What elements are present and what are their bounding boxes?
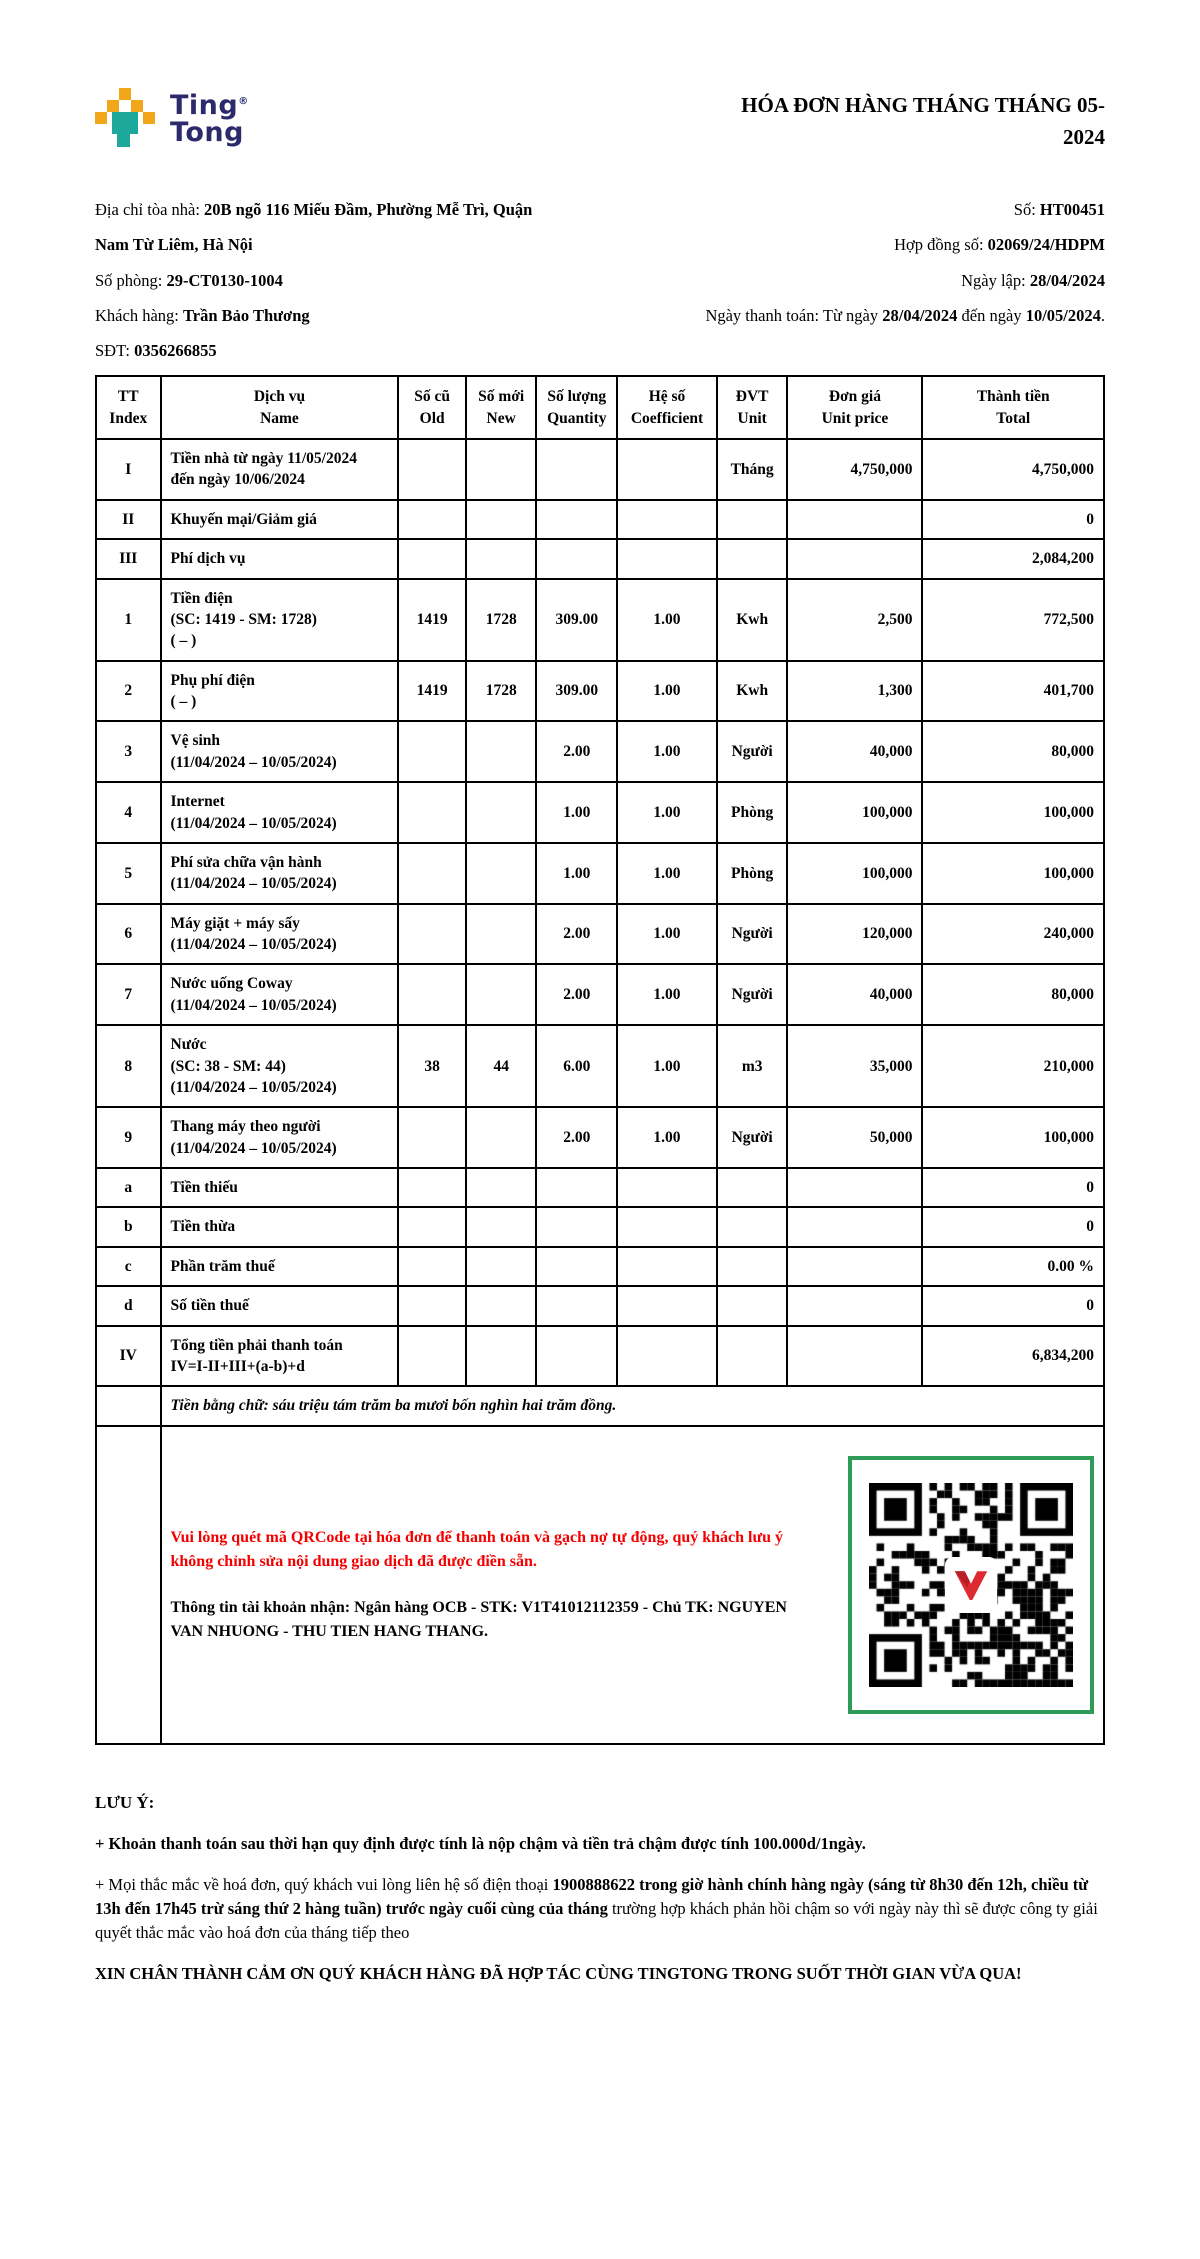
unit-price-cell bbox=[787, 1168, 922, 1207]
col-header-unit-price: Đơn giá Unit price bbox=[787, 376, 922, 439]
info-right-text bbox=[894, 234, 1105, 256]
unit-price-cell: 40,000 bbox=[787, 964, 922, 1025]
old-reading-cell bbox=[398, 1247, 466, 1286]
old-reading-cell bbox=[398, 1207, 466, 1246]
table-row bbox=[96, 661, 1104, 722]
unit-cell bbox=[717, 500, 788, 539]
invoice-title: HÓA ĐƠN HÀNG THÁNG THÁNG 05- 2024 bbox=[741, 93, 1105, 149]
quantity-cell: 6.00 bbox=[536, 1025, 617, 1107]
coefficient-cell: 1.00 bbox=[617, 843, 717, 904]
col-header-old: Số cũ Old bbox=[398, 376, 466, 439]
col-header-new: Số mới New bbox=[466, 376, 537, 439]
info-row bbox=[95, 305, 1105, 327]
row-index-cell: 8 bbox=[96, 1025, 161, 1107]
unit-price-cell: 100,000 bbox=[787, 782, 922, 843]
text-segment: 29-CT0130-1004 bbox=[166, 270, 283, 290]
amount-words-value: sáu triệu tám trăm ba mươi bốn nghìn hai trăm đồng. bbox=[272, 1397, 617, 1415]
old-reading-cell bbox=[398, 782, 466, 843]
unit-cell bbox=[717, 1168, 788, 1207]
row-index-cell: 3 bbox=[96, 721, 161, 782]
row-index-cell: 6 bbox=[96, 904, 161, 965]
old-reading-cell bbox=[398, 721, 466, 782]
quantity-cell: 2.00 bbox=[536, 1107, 617, 1168]
row-index-cell: c bbox=[96, 1247, 161, 1286]
coefficient-cell: 1.00 bbox=[617, 1107, 717, 1168]
old-reading-cell bbox=[398, 843, 466, 904]
coefficient-cell bbox=[617, 1286, 717, 1325]
coefficient-cell: 1.00 bbox=[617, 721, 717, 782]
unit-cell: Phòng bbox=[717, 843, 788, 904]
unit-cell: m3 bbox=[717, 1025, 788, 1107]
unit-cell bbox=[717, 539, 788, 578]
text-segment: HT00451 bbox=[1039, 200, 1105, 219]
total-cell: 0 bbox=[922, 500, 1104, 539]
unit-cell: Người bbox=[717, 721, 788, 782]
col-header-coefficient: Hệ số Coefficient bbox=[617, 376, 717, 439]
payment-instructions bbox=[171, 1526, 849, 1644]
invoice-info bbox=[95, 199, 1105, 362]
service-name-cell: Khuyến mại/Giảm giá bbox=[161, 500, 399, 539]
table-row bbox=[96, 904, 1104, 965]
coefficient-cell bbox=[617, 1326, 717, 1387]
col-header-total: Thành tiền Total bbox=[922, 376, 1104, 439]
table-row bbox=[96, 1107, 1104, 1168]
unit-price-cell bbox=[787, 500, 922, 539]
row-index-cell: III bbox=[96, 539, 161, 578]
old-reading-cell bbox=[398, 1168, 466, 1207]
text-segment: Số phòng: bbox=[95, 270, 167, 290]
vietqr-v-icon bbox=[945, 1557, 997, 1613]
unit-cell: Tháng bbox=[717, 439, 788, 500]
unit-price-cell: 120,000 bbox=[787, 904, 922, 965]
new-reading-cell bbox=[466, 500, 537, 539]
new-reading-cell: 44 bbox=[466, 1025, 537, 1107]
quantity-cell bbox=[536, 500, 617, 539]
info-left-text bbox=[95, 270, 283, 292]
service-name-cell: Vệ sinh (11/04/2024 – 10/05/2024) bbox=[161, 721, 399, 782]
table-row bbox=[96, 579, 1104, 661]
table-row bbox=[96, 1247, 1104, 1286]
account-info-text bbox=[171, 1596, 823, 1644]
info-left-text bbox=[95, 340, 217, 362]
service-name-cell: Phí dịch vụ bbox=[161, 539, 399, 578]
unit-cell bbox=[717, 1326, 788, 1387]
service-name-cell: Tiền điện (SC: 1419 - SM: 1728) ( – ) bbox=[161, 579, 399, 661]
old-reading-cell bbox=[398, 539, 466, 578]
new-reading-cell bbox=[466, 782, 537, 843]
new-reading-cell bbox=[466, 1286, 537, 1325]
coefficient-cell: 1.00 bbox=[617, 1025, 717, 1107]
total-cell: 0 bbox=[922, 1168, 1104, 1207]
text-segment: - Chủ TK: bbox=[638, 1598, 718, 1616]
text-segment: 28/04/2024 bbox=[882, 305, 958, 325]
coefficient-cell bbox=[617, 1247, 717, 1286]
unit-price-cell bbox=[787, 1207, 922, 1246]
coefficient-cell: 1.00 bbox=[617, 904, 717, 965]
info-left-text bbox=[95, 305, 310, 327]
old-reading-cell bbox=[398, 964, 466, 1025]
service-name-cell: Máy giặt + máy sấy (11/04/2024 – 10/05/2024) bbox=[161, 904, 399, 965]
amount-words-index-cell bbox=[96, 1386, 161, 1425]
notes-title: LƯU Ý: bbox=[95, 1792, 155, 1812]
tingtong-logo-icon bbox=[95, 88, 157, 150]
total-cell: 0.00 % bbox=[922, 1247, 1104, 1286]
coefficient-cell: 1.00 bbox=[617, 782, 717, 843]
unit-cell bbox=[717, 1207, 788, 1246]
qr-warning-text: Vui lòng quét mã QRCode tại hóa đơn để thanh toán và gạch nợ tự động, quý khách lưu ý không chỉnh sửa nội dung giao dịch đã được điền sẵn. bbox=[170, 1528, 783, 1570]
service-name-cell: Phần trăm thuế bbox=[161, 1247, 399, 1286]
new-reading-cell: 1728 bbox=[466, 661, 537, 722]
row-index-cell: 9 bbox=[96, 1107, 161, 1168]
text-segment: NGUYEN VAN NHUONG - THU TIEN HANG THANG bbox=[170, 1598, 787, 1640]
quantity-cell bbox=[536, 1286, 617, 1325]
unit-cell: Người bbox=[717, 1107, 788, 1168]
col-header-unit: ĐVT Unit bbox=[717, 376, 788, 439]
total-cell: 210,000 bbox=[922, 1025, 1104, 1107]
quantity-cell: 1.00 bbox=[536, 843, 617, 904]
service-name-cell: Phụ phí điện ( – ) bbox=[161, 661, 399, 722]
text-segment: trước ngày cuối cùng của tháng bbox=[381, 1899, 612, 1919]
row-index-cell: d bbox=[96, 1286, 161, 1325]
unit-price-cell: 100,000 bbox=[787, 843, 922, 904]
unit-price-cell bbox=[787, 1326, 922, 1387]
amount-words-row bbox=[96, 1386, 1104, 1425]
text-segment: SĐT: bbox=[95, 341, 135, 361]
total-cell: 100,000 bbox=[922, 782, 1104, 843]
new-reading-cell bbox=[466, 1107, 537, 1168]
total-cell: 80,000 bbox=[922, 964, 1104, 1025]
coefficient-cell: 1.00 bbox=[617, 661, 717, 722]
quantity-cell bbox=[536, 439, 617, 500]
quantity-cell: 309.00 bbox=[536, 661, 617, 722]
quantity-cell bbox=[536, 1168, 617, 1207]
total-cell: 80,000 bbox=[922, 721, 1104, 782]
new-reading-cell bbox=[466, 843, 537, 904]
tingtong-logo bbox=[95, 88, 249, 150]
new-reading-cell bbox=[466, 539, 537, 578]
service-name-cell: Nước (SC: 38 - SM: 44) (11/04/2024 – 10/05/2024) bbox=[161, 1025, 399, 1107]
total-cell: 0 bbox=[922, 1207, 1104, 1246]
row-index-cell: 1 bbox=[96, 579, 161, 661]
text-segment: đến ngày bbox=[957, 305, 1026, 325]
coefficient-cell: 1.00 bbox=[617, 964, 717, 1025]
text-segment: 1900888622 trong giờ hành chính hàng ngày (sáng từ 8h30 đến 12h, chiều từ 13h đến 17h45 trừ sáng thứ 2 hàng tuần) bbox=[95, 1875, 1089, 1919]
old-reading-cell bbox=[398, 1107, 466, 1168]
service-name-cell: Tổng tiền phải thanh toán IV=I-II+III+(a-b)+d bbox=[161, 1326, 399, 1387]
service-name-cell: Internet (11/04/2024 – 10/05/2024) bbox=[161, 782, 399, 843]
new-reading-cell bbox=[466, 1247, 537, 1286]
total-cell: 401,700 bbox=[922, 661, 1104, 722]
unit-cell: Người bbox=[717, 964, 788, 1025]
thank-you-note: XIN CHÂN THÀNH CẢM ƠN QUÝ KHÁCH HÀNG ĐÃ HỢP TÁC CÙNG TINGTONG TRONG SUỐT THỜI GIAN VỪA QUA! bbox=[95, 1964, 1022, 1984]
page-header bbox=[95, 88, 1105, 153]
service-name-cell: Tiền thừa bbox=[161, 1207, 399, 1246]
text-segment: Trần Bảo Thương bbox=[182, 305, 310, 325]
table-row bbox=[96, 539, 1104, 578]
total-cell: 100,000 bbox=[922, 843, 1104, 904]
qr-row bbox=[96, 1426, 1104, 1744]
info-right-text bbox=[961, 270, 1105, 292]
row-index-cell: b bbox=[96, 1207, 161, 1246]
amount-words-label: Tiền bằng chữ: bbox=[170, 1397, 273, 1415]
service-name-cell: Nước uống Coway (11/04/2024 – 10/05/2024) bbox=[161, 964, 399, 1025]
total-cell: 100,000 bbox=[922, 1107, 1104, 1168]
info-right-text bbox=[705, 305, 1105, 327]
info-row bbox=[95, 234, 1105, 256]
new-reading-cell bbox=[466, 904, 537, 965]
total-cell: 4,750,000 bbox=[922, 439, 1104, 500]
text-segment: Thông tin tài khoản nhận: Ngân hàng OCB - STK: bbox=[170, 1598, 522, 1616]
unit-price-cell: 35,000 bbox=[787, 1025, 922, 1107]
new-reading-cell bbox=[466, 1168, 537, 1207]
new-reading-cell bbox=[466, 439, 537, 500]
info-left-text bbox=[95, 234, 253, 256]
old-reading-cell bbox=[398, 1326, 466, 1387]
text-segment: + Mọi thắc mắc về hoá đơn, quý khách vui lòng liên hệ số điện thoại bbox=[95, 1875, 553, 1895]
text-segment: Ngày thanh toán: Từ ngày bbox=[705, 305, 883, 325]
table-row bbox=[96, 500, 1104, 539]
table-row bbox=[96, 1286, 1104, 1325]
table-row bbox=[96, 964, 1104, 1025]
row-index-cell: 5 bbox=[96, 843, 161, 904]
info-right-text bbox=[1014, 199, 1105, 221]
unit-price-cell: 50,000 bbox=[787, 1107, 922, 1168]
row-index-cell: I bbox=[96, 439, 161, 500]
info-row bbox=[95, 340, 1105, 362]
new-reading-cell bbox=[466, 964, 537, 1025]
text-segment: 02069/24/HDPM bbox=[987, 235, 1105, 255]
col-header-index: TT Index bbox=[96, 376, 161, 439]
row-index-cell: IV bbox=[96, 1326, 161, 1387]
table-header-row bbox=[96, 376, 1104, 439]
service-name-cell: Thang máy theo người (11/04/2024 – 10/05/2024) bbox=[161, 1107, 399, 1168]
old-reading-cell: 38 bbox=[398, 1025, 466, 1107]
unit-price-cell bbox=[787, 1286, 922, 1325]
text-segment: . bbox=[484, 1622, 489, 1640]
row-index-cell: II bbox=[96, 500, 161, 539]
col-header-name: Dịch vụ Name bbox=[161, 376, 399, 439]
text-segment: trường hợp khách phản hồi chậm so với ngày này thì sẽ được công ty giải quyết thắc mắc vào hoá đơn của tháng tiếp theo bbox=[95, 1899, 1098, 1943]
table-row bbox=[96, 439, 1104, 500]
late-payment-note: + Khoản thanh toán sau thời hạn quy định được tính là nộp chậm và tiền trả chậm được tính 100.000d/1ngày. bbox=[95, 1834, 866, 1854]
quantity-cell: 309.00 bbox=[536, 579, 617, 661]
quantity-cell bbox=[536, 1247, 617, 1286]
coefficient-cell bbox=[617, 1207, 717, 1246]
payment-qr-cell bbox=[161, 1426, 1105, 1744]
unit-cell bbox=[717, 1286, 788, 1325]
coefficient-cell: 1.00 bbox=[617, 579, 717, 661]
invoice-table-body bbox=[96, 439, 1104, 1744]
text-segment: . bbox=[1100, 305, 1105, 325]
hotline-note bbox=[95, 1873, 1105, 1945]
new-reading-cell bbox=[466, 1326, 537, 1387]
service-name-cell: Tiền nhà từ ngày 11/05/2024 đến ngày 10/06/2024 bbox=[161, 439, 399, 500]
unit-cell bbox=[717, 1247, 788, 1286]
service-name-cell: Tiền thiếu bbox=[161, 1168, 399, 1207]
old-reading-cell bbox=[398, 500, 466, 539]
unit-price-cell: 2,500 bbox=[787, 579, 922, 661]
unit-cell: Kwh bbox=[717, 579, 788, 661]
new-reading-cell: 1728 bbox=[466, 579, 537, 661]
info-left-text bbox=[95, 199, 532, 221]
table-row bbox=[96, 1168, 1104, 1207]
unit-price-cell: 4,750,000 bbox=[787, 439, 922, 500]
footer-notes bbox=[95, 1791, 1105, 1986]
new-reading-cell bbox=[466, 721, 537, 782]
unit-price-cell bbox=[787, 539, 922, 578]
text-segment: V1T41012112359 bbox=[521, 1598, 639, 1616]
info-row bbox=[95, 270, 1105, 292]
old-reading-cell: 1419 bbox=[398, 661, 466, 722]
text-segment: 28/04/2024 bbox=[1029, 270, 1105, 290]
info-row bbox=[95, 199, 1105, 221]
total-cell: 240,000 bbox=[922, 904, 1104, 965]
table-row bbox=[96, 1025, 1104, 1107]
row-index-cell: 2 bbox=[96, 661, 161, 722]
unit-cell: Kwh bbox=[717, 661, 788, 722]
coefficient-cell bbox=[617, 500, 717, 539]
total-cell: 2,084,200 bbox=[922, 539, 1104, 578]
row-index-cell: 4 bbox=[96, 782, 161, 843]
old-reading-cell: 1419 bbox=[398, 579, 466, 661]
total-cell: 6,834,200 bbox=[922, 1326, 1104, 1387]
text-segment: Hợp đồng số: bbox=[894, 235, 988, 255]
quantity-cell bbox=[536, 1326, 617, 1387]
unit-cell: Phòng bbox=[717, 782, 788, 843]
quantity-cell bbox=[536, 1207, 617, 1246]
text-segment: Nam Từ Liêm, Hà Nội bbox=[95, 235, 253, 255]
unit-price-cell bbox=[787, 1247, 922, 1286]
col-header-quantity: Số lượng Quantity bbox=[536, 376, 617, 439]
unit-price-cell: 40,000 bbox=[787, 721, 922, 782]
old-reading-cell bbox=[398, 904, 466, 965]
service-name-cell: Phí sửa chữa vận hành (11/04/2024 – 10/05/2024) bbox=[161, 843, 399, 904]
table-row bbox=[96, 782, 1104, 843]
tingtong-logo-text: Ting® Tong bbox=[170, 90, 249, 148]
quantity-cell: 2.00 bbox=[536, 904, 617, 965]
text-segment: Ngày lập: bbox=[961, 270, 1030, 290]
old-reading-cell bbox=[398, 1286, 466, 1325]
total-cell: 772,500 bbox=[922, 579, 1104, 661]
table-row bbox=[96, 721, 1104, 782]
row-index-cell: 7 bbox=[96, 964, 161, 1025]
table-row bbox=[96, 1207, 1104, 1246]
invoice-table bbox=[95, 375, 1105, 1744]
text-segment: Khách hàng: bbox=[95, 305, 183, 325]
registered-mark: ® bbox=[238, 96, 249, 107]
coefficient-cell bbox=[617, 539, 717, 578]
amount-in-words bbox=[161, 1386, 1105, 1425]
table-row bbox=[96, 843, 1104, 904]
service-name-cell: Số tiền thuế bbox=[161, 1286, 399, 1325]
text-segment: 0356266855 bbox=[134, 341, 217, 361]
text-segment: 20B ngõ 116 Miếu Đầm, Phường Mễ Trì, Quận bbox=[204, 200, 533, 219]
quantity-cell: 1.00 bbox=[536, 782, 617, 843]
coefficient-cell bbox=[617, 1168, 717, 1207]
text-segment: Địa chỉ tòa nhà: bbox=[95, 200, 205, 219]
quantity-cell: 2.00 bbox=[536, 721, 617, 782]
text-segment: 10/05/2024 bbox=[1025, 305, 1101, 325]
quantity-cell: 2.00 bbox=[536, 964, 617, 1025]
unit-cell: Người bbox=[717, 904, 788, 965]
total-cell: 0 bbox=[922, 1286, 1104, 1325]
quantity-cell bbox=[536, 539, 617, 578]
new-reading-cell bbox=[466, 1207, 537, 1246]
payment-qr-code bbox=[848, 1456, 1094, 1714]
text-segment: Số: bbox=[1013, 200, 1040, 219]
qr-row-index-cell bbox=[96, 1426, 161, 1744]
unit-price-cell: 1,300 bbox=[787, 661, 922, 722]
old-reading-cell bbox=[398, 439, 466, 500]
table-row bbox=[96, 1326, 1104, 1387]
coefficient-cell bbox=[617, 439, 717, 500]
row-index-cell: a bbox=[96, 1168, 161, 1207]
